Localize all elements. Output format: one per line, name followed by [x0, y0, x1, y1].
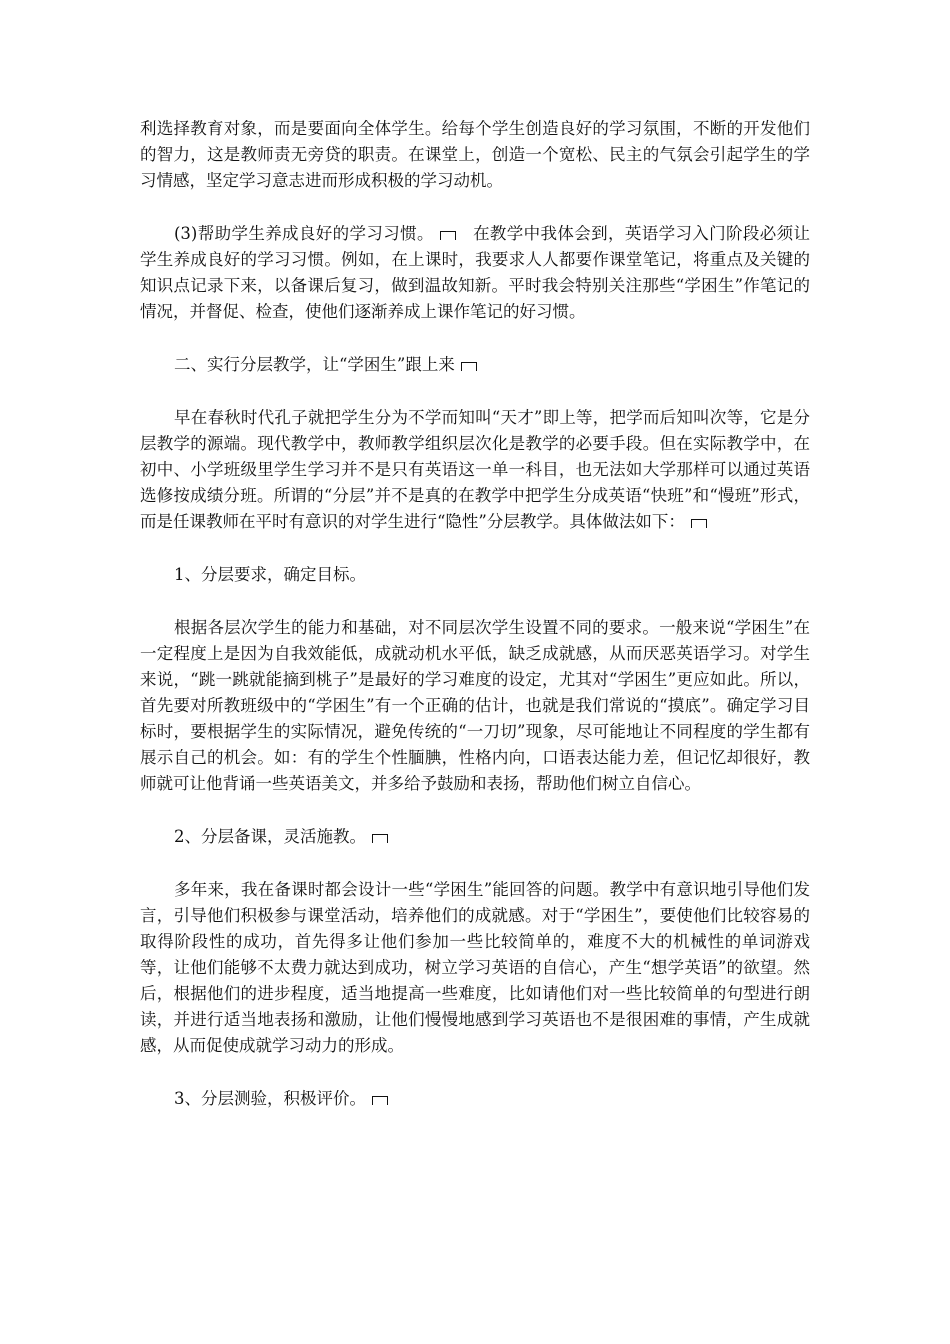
paragraph-text: 在教学中我体会到，英语学习入门阶段必须让学生养成良好的学习习惯。例如，在上课时，我要求人人都要作课堂笔记，将重点及关键的知识点记录下来，以备课后复习，做到温故知新。平时我会特别关注那些“学困生”作笔记的情况，并督促、检查，使他们逐渐养成上课作笔记的好习惯。: [140, 224, 811, 321]
paragraph-2: [140, 221, 810, 325]
heading-text: 2、分层备课，灵活施教。: [174, 827, 366, 846]
paragraph-text: 早在春秋时代孔子就把学生分为不学而知叫“天才”即上等，把学而后知叫次等，它是分层教学的源端。现代教学中，教师教学组织层次化是教学的必要手段。但在实际教学中，在初中、小学班级里学生学习并不是只有英语这一单一科目，也无法如大学那样可以通过英语选修按成绩分班。所谓的“分层”并不是真的在教学中把学生分成英语“快班”和“慢班”形式，而是任课教师在平时有意识的对学生进行“隐性”分层教学。具体做法如下：: [140, 408, 810, 531]
paragraph-text: 利选择教育对象，而是要面向全体学生。给每个学生创造良好的学习氛围，不断的开发他们的智力，这是教师责无旁贷的职责。在课堂上，创造一个宽松、民主的气氛会引起学生的学习情感，坚定学习意志进而形成积极的学习动机。: [140, 119, 810, 190]
paragraph-mark-icon: [461, 362, 477, 371]
subheading-3: [140, 1086, 810, 1112]
paragraph-1: [140, 116, 810, 194]
heading-text: 3、分层测验，积极评价。: [174, 1089, 366, 1108]
paragraph-mark-icon: [372, 1096, 388, 1105]
paragraph-4: [140, 405, 810, 535]
heading-text: 1、分层要求，确定目标。: [174, 565, 366, 584]
subheading-1: [140, 562, 810, 588]
heading-text: 二、实行分层教学，让“学困生”跟上来: [174, 355, 455, 374]
paragraph-mark-icon: [372, 834, 388, 843]
paragraph-6: [140, 615, 810, 797]
subheading-2: [140, 824, 810, 850]
paragraph-mark-icon: [691, 519, 707, 528]
document-page: [140, 116, 810, 1139]
section-heading-2: [140, 352, 810, 378]
paragraph-mark-icon: [440, 231, 456, 240]
paragraph-8: [140, 877, 810, 1059]
paragraph-text: 多年来，我在备课时都会设计一些“学困生”能回答的问题。教学中有意识地引导他们发言，引导他们积极参与课堂活动，培养他们的成就感。对于“学困生”，要使他们比较容易的取得阶段性的成功，首先得多让他们参加一些比较简单的，难度不大的机械性的单词游戏等，让他们能够不太费力就达到成功，树立学习英语的自信心，产生“想学英语”的欲望。然后，根据他们的进步程度，适当地提高一些难度，比如请他们对一些比较简单的句型进行朗读，并进行适当地表扬和激励，让他们慢慢地感到学习英语也不是很困难的事情，产生成就感，从而促使成就学习动力的形成。: [140, 880, 810, 1055]
paragraph-heading-text: (3)帮助学生养成良好的学习习惯。: [174, 224, 434, 243]
paragraph-text: 根据各层次学生的能力和基础，对不同层次学生设置不同的要求。一般来说“学困生”在一定程度上是因为自我效能低，成就动机水平低，缺乏成就感，从而厌恶英语学习。对学生来说，“跳一跳就能摘到桃子”是最好的学习难度的设定，尤其对“学困生”更应如此。所以，首先要对所教班级中的“学困生”有一个正确的估计，也就是我们常说的“摸底”。确定学习目标时，要根据学生的实际情况，避免传统的“一刀切”现象，尽可能地让不同程度的学生都有展示自己的机会。如：有的学生个性腼腆，性格内向，口语表达能力差，但记忆却很好，教师就可让他背诵一些英语美文，并多给予鼓励和表扬，帮助他们树立自信心。: [140, 618, 810, 793]
